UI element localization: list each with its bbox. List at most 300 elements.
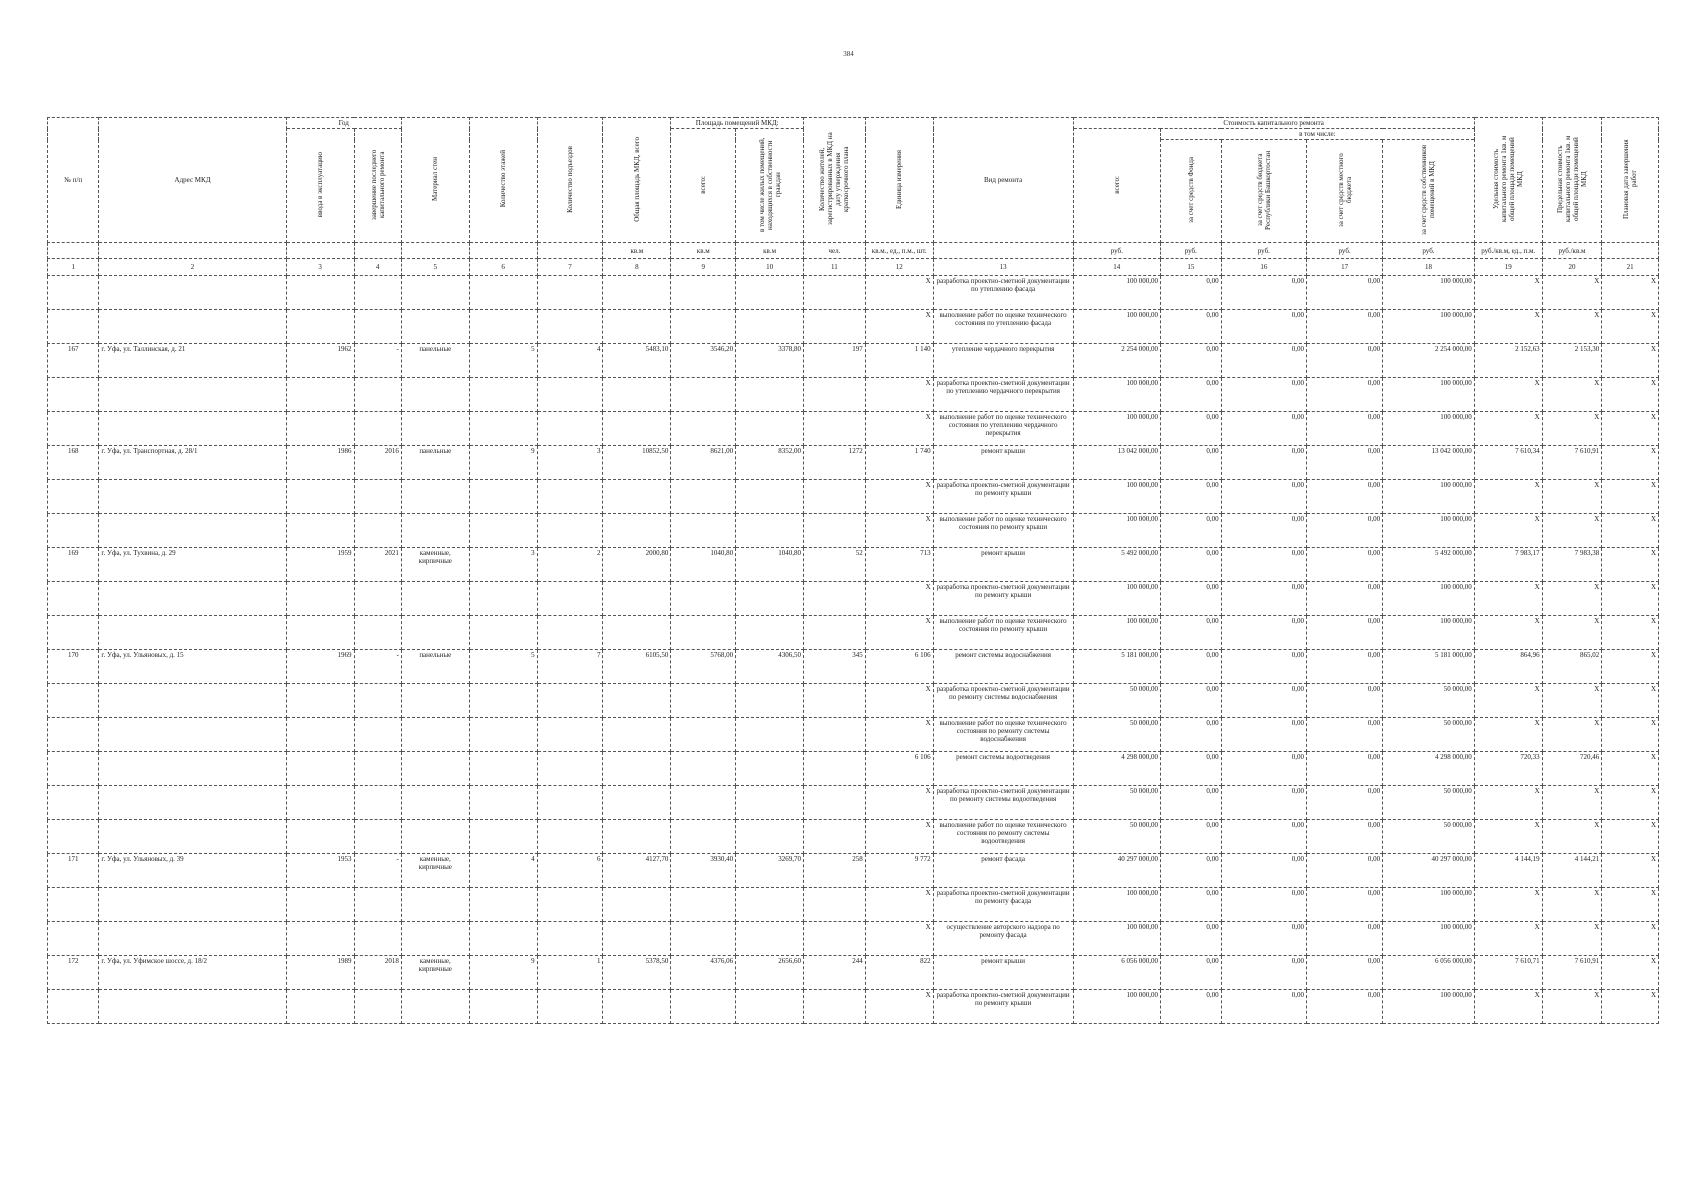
cell-cost-republic: 0,00 <box>1221 786 1306 820</box>
cell-year-commission <box>286 922 354 956</box>
cell-cost-fund: 0,00 <box>1160 446 1221 480</box>
cell-floors <box>469 276 537 310</box>
cell-num <box>48 820 99 854</box>
col-cost-republic-header: за счет средств бюджета Республики Башкортостан <box>1221 140 1306 243</box>
cell-plan-date: Х <box>1602 446 1659 480</box>
cell-area-total: 5768,00 <box>671 650 736 684</box>
cell-wall-material: каменные, кирпичные <box>401 854 469 888</box>
cell-cost-fund: 0,00 <box>1160 752 1221 786</box>
table-row <box>48 548 1659 582</box>
cell-cost-republic: 0,00 <box>1221 378 1306 412</box>
cell-plan-date: Х <box>1602 990 1659 1024</box>
cell-floors <box>469 480 537 514</box>
cell-max-cost: 7 983,38 <box>1542 548 1602 582</box>
cell-total-area: 4127,70 <box>603 854 671 888</box>
cell-total-area <box>603 786 671 820</box>
table-row <box>48 378 1659 412</box>
cell-address <box>99 616 286 650</box>
cell-unit: Х <box>865 514 933 548</box>
column-number: 14 <box>1073 259 1160 276</box>
cell-cost-fund: 0,00 <box>1160 412 1221 446</box>
column-number: 5 <box>401 259 469 276</box>
cell-cost-fund: 0,00 <box>1160 888 1221 922</box>
cell-total-area <box>603 922 671 956</box>
cell-cost-owners: 5 181 000,00 <box>1383 650 1475 684</box>
cell-floors <box>469 786 537 820</box>
cell-plan-date: Х <box>1602 786 1659 820</box>
col-plan-date-header: Плановая дата завершения работ <box>1602 118 1659 243</box>
cell-unit-cost: Х <box>1474 616 1542 650</box>
unit-measure: кв.м., ед., п.м., шт. <box>865 243 933 259</box>
cell-cost-owners: 40 297 000,00 <box>1383 854 1475 888</box>
cell-unit-cost: Х <box>1474 378 1542 412</box>
col-area-owned-header: в том числе жилых помещений, находящихся в собственности граждан <box>736 129 804 243</box>
cell-cost-owners: 5 492 000,00 <box>1383 548 1475 582</box>
cell-unit-cost: 864,96 <box>1474 650 1542 684</box>
cell-cost-local: 0,00 <box>1307 480 1383 514</box>
cell-total-area: 5378,50 <box>603 956 671 990</box>
cell-cost-total: 100 000,00 <box>1073 378 1160 412</box>
cell-cost-republic: 0,00 <box>1221 480 1306 514</box>
cell-cost-fund: 0,00 <box>1160 922 1221 956</box>
cell-wall-material: панельные <box>401 446 469 480</box>
cell-wall-material <box>401 514 469 548</box>
cell-work-type: разработка проектно-сметной документации по ремонту крыши <box>933 990 1073 1024</box>
cell-cost-total: 50 000,00 <box>1073 718 1160 752</box>
cell-year-repair <box>354 616 401 650</box>
cell-residents <box>804 990 866 1024</box>
cell-entrances <box>537 990 603 1024</box>
cell-unit: 6 106 <box>865 752 933 786</box>
cell-work-type: выполнение работ по оценке технического состояния по утеплению фасада <box>933 310 1073 344</box>
cell-entrances: 1 <box>537 956 603 990</box>
cell-entrances: 6 <box>537 854 603 888</box>
cell-work-type: ремонт системы водоснабжения <box>933 650 1073 684</box>
cell-total-area <box>603 276 671 310</box>
cell-num <box>48 718 99 752</box>
cell-entrances <box>537 514 603 548</box>
cell-cost-owners: 4 298 000,00 <box>1383 752 1475 786</box>
cell-area-owned <box>736 718 804 752</box>
cell-cost-local: 0,00 <box>1307 820 1383 854</box>
cell-total-area <box>603 310 671 344</box>
cell-max-cost: Х <box>1542 514 1602 548</box>
cell-year-repair: - <box>354 344 401 378</box>
cell-cost-total: 100 000,00 <box>1073 582 1160 616</box>
cell-unit: Х <box>865 922 933 956</box>
cell-unit-cost: Х <box>1474 820 1542 854</box>
cell-unit-cost: 4 144,19 <box>1474 854 1542 888</box>
column-number: 8 <box>603 259 671 276</box>
cell-num: 168 <box>48 446 99 480</box>
cell-entrances <box>537 820 603 854</box>
column-number: 20 <box>1542 259 1602 276</box>
cell-unit: Х <box>865 990 933 1024</box>
cell-cost-total: 6 056 000,00 <box>1073 956 1160 990</box>
cell-year-repair <box>354 480 401 514</box>
cell-year-repair <box>354 276 401 310</box>
cell-plan-date: Х <box>1602 548 1659 582</box>
cell-area-owned <box>736 310 804 344</box>
cell-max-cost: Х <box>1542 888 1602 922</box>
cell-floors <box>469 582 537 616</box>
cell-cost-republic: 0,00 <box>1221 888 1306 922</box>
column-number: 19 <box>1474 259 1542 276</box>
cell-max-cost: Х <box>1542 718 1602 752</box>
cell-year-repair <box>354 820 401 854</box>
cell-area-owned <box>736 616 804 650</box>
cell-cost-total: 50 000,00 <box>1073 684 1160 718</box>
cell-year-repair <box>354 310 401 344</box>
cell-wall-material: панельные <box>401 344 469 378</box>
cell-area-total <box>671 922 736 956</box>
cell-cost-local: 0,00 <box>1307 752 1383 786</box>
cell-cost-republic: 0,00 <box>1221 310 1306 344</box>
cell-total-area <box>603 412 671 446</box>
table-row <box>48 718 1659 752</box>
cell-unit: 822 <box>865 956 933 990</box>
cell-unit-cost: Х <box>1474 412 1542 446</box>
cell-cost-fund: 0,00 <box>1160 786 1221 820</box>
cell-total-area <box>603 582 671 616</box>
table-row <box>48 582 1659 616</box>
col-cost-total-header: всего: <box>1073 129 1160 243</box>
cell-address: г. Уфа, ул. Транспортная, д. 28/1 <box>99 446 286 480</box>
cell-area-owned: 3269,70 <box>736 854 804 888</box>
cell-unit-cost: Х <box>1474 582 1542 616</box>
cell-unit-cost: 7 610,71 <box>1474 956 1542 990</box>
cell-floors <box>469 922 537 956</box>
cell-address: г. Уфа, ул. Таллинская, д. 21 <box>99 344 286 378</box>
cell-total-area: 10852,50 <box>603 446 671 480</box>
cell-work-type: разработка проектно-сметной документации по ремонту системы водоснабжения <box>933 684 1073 718</box>
cell-unit: Х <box>865 684 933 718</box>
unit-area-total: кв.м <box>603 243 671 259</box>
cell-num <box>48 276 99 310</box>
cell-num: 167 <box>48 344 99 378</box>
cell-entrances <box>537 684 603 718</box>
cell-cost-republic: 0,00 <box>1221 446 1306 480</box>
cell-wall-material: каменные, кирпичные <box>401 956 469 990</box>
cell-wall-material <box>401 616 469 650</box>
cell-cost-owners: 50 000,00 <box>1383 786 1475 820</box>
cell-max-cost: Х <box>1542 820 1602 854</box>
cell-cost-total: 100 000,00 <box>1073 514 1160 548</box>
cell-area-total <box>671 378 736 412</box>
cell-cost-owners: 50 000,00 <box>1383 684 1475 718</box>
unit-rub-16: руб. <box>1221 243 1306 259</box>
cell-area-owned <box>736 888 804 922</box>
cell-year-commission: 1986 <box>286 446 354 480</box>
cell-area-total <box>671 990 736 1024</box>
cell-cost-owners: 6 056 000,00 <box>1383 956 1475 990</box>
column-number: 17 <box>1307 259 1383 276</box>
cell-work-type: выполнение работ по оценке технического состояния по ремонту крыши <box>933 616 1073 650</box>
cell-entrances <box>537 922 603 956</box>
cell-cost-owners: 100 000,00 <box>1383 582 1475 616</box>
cell-cost-local: 0,00 <box>1307 344 1383 378</box>
table-row <box>48 752 1659 786</box>
cell-cost-total: 100 000,00 <box>1073 922 1160 956</box>
cell-cost-fund: 0,00 <box>1160 480 1221 514</box>
cell-cost-republic: 0,00 <box>1221 650 1306 684</box>
cell-max-cost: 7 610,91 <box>1542 956 1602 990</box>
cell-plan-date: Х <box>1602 344 1659 378</box>
cell-num <box>48 616 99 650</box>
unit-rub-18: руб. <box>1383 243 1475 259</box>
cell-residents <box>804 412 866 446</box>
cell-address <box>99 276 286 310</box>
cell-cost-local: 0,00 <box>1307 548 1383 582</box>
cell-area-total <box>671 412 736 446</box>
col-unit-header: Единица измерения <box>865 118 933 243</box>
cell-area-owned <box>736 786 804 820</box>
table-header <box>48 118 1659 276</box>
table-row <box>48 956 1659 990</box>
col-area-group-header: Площадь помещений МКД: <box>671 118 804 129</box>
cell-floors <box>469 684 537 718</box>
cell-num: 172 <box>48 956 99 990</box>
cell-address <box>99 514 286 548</box>
cell-plan-date: Х <box>1602 888 1659 922</box>
cell-floors: 9 <box>469 956 537 990</box>
cell-residents: 244 <box>804 956 866 990</box>
cell-area-owned <box>736 378 804 412</box>
cell-year-commission <box>286 684 354 718</box>
cell-area-total <box>671 480 736 514</box>
column-number: 18 <box>1383 259 1475 276</box>
cell-address: г. Уфа, ул. Ульяновых, д. 15 <box>99 650 286 684</box>
units-row <box>48 243 1659 259</box>
cell-cost-total: 4 298 000,00 <box>1073 752 1160 786</box>
col-address-header: Адрес МКД <box>99 118 286 243</box>
cell-area-owned: 4306,50 <box>736 650 804 684</box>
cell-area-owned <box>736 276 804 310</box>
cell-residents <box>804 514 866 548</box>
cell-cost-fund: 0,00 <box>1160 548 1221 582</box>
column-number: 10 <box>736 259 804 276</box>
cell-entrances <box>537 752 603 786</box>
cell-work-type: ремонт крыши <box>933 548 1073 582</box>
cell-work-type: выполнение работ по оценке технического состояния по ремонту системы водоотведения <box>933 820 1073 854</box>
cell-unit-cost: Х <box>1474 276 1542 310</box>
cell-address <box>99 480 286 514</box>
cell-cost-republic: 0,00 <box>1221 956 1306 990</box>
cell-cost-owners: 100 000,00 <box>1383 310 1475 344</box>
cell-work-type: осуществление авторского надзора по ремонту фасада <box>933 922 1073 956</box>
cell-cost-local: 0,00 <box>1307 888 1383 922</box>
cell-cost-fund: 0,00 <box>1160 378 1221 412</box>
cell-cost-local: 0,00 <box>1307 922 1383 956</box>
cell-cost-owners: 100 000,00 <box>1383 888 1475 922</box>
cell-cost-republic: 0,00 <box>1221 752 1306 786</box>
cell-address <box>99 412 286 446</box>
cell-num <box>48 310 99 344</box>
cell-plan-date: Х <box>1602 378 1659 412</box>
unit-rub-14: руб. <box>1073 243 1160 259</box>
table-row <box>48 854 1659 888</box>
cell-cost-owners: 50 000,00 <box>1383 820 1475 854</box>
column-number: 13 <box>933 259 1073 276</box>
cell-unit-cost: 2 152,63 <box>1474 344 1542 378</box>
cell-total-area <box>603 990 671 1024</box>
cell-floors <box>469 616 537 650</box>
cell-address <box>99 310 286 344</box>
cell-address: г. Уфа, ул. Уфимское шоссе, д. 18/2 <box>99 956 286 990</box>
cell-unit: 6 106 <box>865 650 933 684</box>
cell-year-repair <box>354 684 401 718</box>
cell-work-type: утепление чердачного перекрытия <box>933 344 1073 378</box>
cell-residents <box>804 888 866 922</box>
column-number: 21 <box>1602 259 1659 276</box>
cell-year-repair: 2016 <box>354 446 401 480</box>
cell-year-commission <box>286 616 354 650</box>
cell-max-cost: 720,46 <box>1542 752 1602 786</box>
cell-plan-date: Х <box>1602 752 1659 786</box>
cell-work-type: ремонт крыши <box>933 446 1073 480</box>
cell-max-cost: Х <box>1542 990 1602 1024</box>
cell-unit: Х <box>865 616 933 650</box>
cell-floors <box>469 718 537 752</box>
cell-area-total: 3546,20 <box>671 344 736 378</box>
col-area-total-header: всего: <box>671 129 736 243</box>
cell-unit: Х <box>865 412 933 446</box>
cell-wall-material <box>401 276 469 310</box>
cell-residents <box>804 616 866 650</box>
cell-address <box>99 990 286 1024</box>
cell-num <box>48 684 99 718</box>
cell-unit: Х <box>865 480 933 514</box>
cell-wall-material <box>401 786 469 820</box>
cell-entrances <box>537 616 603 650</box>
cell-year-commission <box>286 888 354 922</box>
cell-year-repair <box>354 786 401 820</box>
cell-num <box>48 582 99 616</box>
col-year-last-repair-header: завершение последнего капитального ремонта <box>354 129 401 243</box>
cell-wall-material <box>401 752 469 786</box>
cell-cost-owners: 100 000,00 <box>1383 378 1475 412</box>
cell-entrances <box>537 480 603 514</box>
cell-area-owned: 3378,80 <box>736 344 804 378</box>
cell-cost-republic: 0,00 <box>1221 514 1306 548</box>
cell-total-area <box>603 752 671 786</box>
cell-address <box>99 378 286 412</box>
cell-entrances <box>537 888 603 922</box>
cell-unit-cost: Х <box>1474 786 1542 820</box>
cell-cost-local: 0,00 <box>1307 378 1383 412</box>
cell-wall-material <box>401 582 469 616</box>
cell-unit: Х <box>865 378 933 412</box>
cell-residents <box>804 820 866 854</box>
cell-cost-owners: 100 000,00 <box>1383 514 1475 548</box>
cell-wall-material: панельные <box>401 650 469 684</box>
cell-residents <box>804 718 866 752</box>
cell-cost-fund: 0,00 <box>1160 718 1221 752</box>
cell-area-total <box>671 276 736 310</box>
cell-entrances <box>537 378 603 412</box>
cell-address <box>99 888 286 922</box>
cell-year-commission: 1953 <box>286 854 354 888</box>
column-number: 12 <box>865 259 933 276</box>
cell-area-total: 3930,40 <box>671 854 736 888</box>
cell-year-repair <box>354 718 401 752</box>
cell-work-type: выполнение работ по оценке технического состояния по ремонту системы водоснабжения <box>933 718 1073 752</box>
cell-year-commission <box>286 990 354 1024</box>
cell-year-commission: 1969 <box>286 650 354 684</box>
cell-cost-owners: 100 000,00 <box>1383 616 1475 650</box>
cell-cost-fund: 0,00 <box>1160 616 1221 650</box>
cell-cost-republic: 0,00 <box>1221 990 1306 1024</box>
cell-cost-fund: 0,00 <box>1160 310 1221 344</box>
cell-area-owned <box>736 684 804 718</box>
cell-num: 170 <box>48 650 99 684</box>
cell-cost-total: 100 000,00 <box>1073 310 1160 344</box>
column-number: 2 <box>99 259 286 276</box>
cell-cost-republic: 0,00 <box>1221 548 1306 582</box>
cell-cost-local: 0,00 <box>1307 616 1383 650</box>
cell-area-owned <box>736 514 804 548</box>
cell-address <box>99 684 286 718</box>
cell-num: 169 <box>48 548 99 582</box>
cell-cost-local: 0,00 <box>1307 684 1383 718</box>
cell-num <box>48 412 99 446</box>
cell-cost-owners: 100 000,00 <box>1383 480 1475 514</box>
cell-cost-local: 0,00 <box>1307 412 1383 446</box>
column-number: 9 <box>671 259 736 276</box>
unit-per-20: руб./кв.м <box>1542 243 1602 259</box>
cell-entrances <box>537 718 603 752</box>
cell-max-cost: Х <box>1542 786 1602 820</box>
cell-total-area <box>603 888 671 922</box>
cell-max-cost: Х <box>1542 922 1602 956</box>
cell-address: г. Уфа, ул. Тухвина, д. 29 <box>99 548 286 582</box>
cell-area-total <box>671 616 736 650</box>
cell-address <box>99 820 286 854</box>
cell-max-cost: Х <box>1542 616 1602 650</box>
cell-wall-material <box>401 718 469 752</box>
table-row <box>48 480 1659 514</box>
cell-cost-republic: 0,00 <box>1221 820 1306 854</box>
cell-cost-local: 0,00 <box>1307 276 1383 310</box>
cell-cost-local: 0,00 <box>1307 310 1383 344</box>
cell-max-cost: 2 153,30 <box>1542 344 1602 378</box>
cell-cost-total: 100 000,00 <box>1073 276 1160 310</box>
cell-cost-total: 5 492 000,00 <box>1073 548 1160 582</box>
cell-plan-date: Х <box>1602 684 1659 718</box>
cell-area-total <box>671 888 736 922</box>
cell-cost-fund: 0,00 <box>1160 344 1221 378</box>
cell-cost-republic: 0,00 <box>1221 412 1306 446</box>
table-body <box>48 276 1659 1024</box>
cell-cost-fund: 0,00 <box>1160 650 1221 684</box>
column-number: 7 <box>537 259 603 276</box>
cell-year-commission <box>286 480 354 514</box>
cell-year-commission <box>286 276 354 310</box>
cell-plan-date: Х <box>1602 582 1659 616</box>
col-cost-local-header: за счет средств местного бюджета <box>1307 140 1383 243</box>
column-number: 15 <box>1160 259 1221 276</box>
cell-cost-total: 40 297 000,00 <box>1073 854 1160 888</box>
cell-wall-material <box>401 684 469 718</box>
cell-work-type: разработка проектно-сметной документации по ремонту системы водоотведения <box>933 786 1073 820</box>
cell-address <box>99 786 286 820</box>
cell-num: 171 <box>48 854 99 888</box>
cell-unit: Х <box>865 310 933 344</box>
cell-unit: 713 <box>865 548 933 582</box>
cell-max-cost: 4 144,21 <box>1542 854 1602 888</box>
cell-entrances: 7 <box>537 650 603 684</box>
cell-total-area <box>603 514 671 548</box>
